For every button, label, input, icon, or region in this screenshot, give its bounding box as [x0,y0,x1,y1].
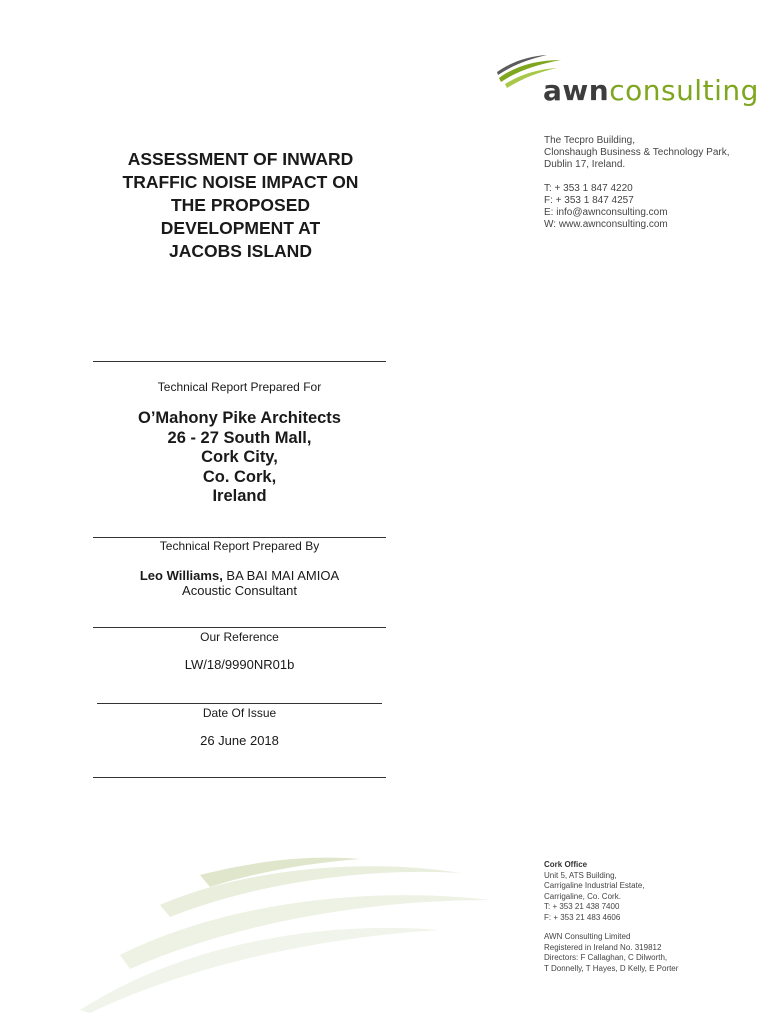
logo-prefix: awn [543,74,610,107]
client-address [93,409,386,507]
title-line: JACOBS ISLAND [169,241,312,261]
logo-suffix: consulting [609,74,759,107]
cork-office-line: Carrigaline, Co. Cork. [544,891,621,901]
reference-label: Our Reference [200,630,279,644]
issue-date-label: Date Of Issue [202,706,277,720]
company-line: Directors: F Callaghan, C Dilworth, [544,953,668,962]
cork-office-heading: Cork Office [544,860,588,869]
cork-office-line: F: + 353 21 483 4606 [544,912,621,922]
prepared-by-label: Technical Report Prepared By [159,539,320,553]
address-line: Dublin 17, Ireland. [544,159,626,170]
author-block [93,568,386,598]
divider [93,537,386,538]
prepared-for-label: Technical Report Prepared For [157,380,322,394]
company-line: AWN Consulting Limited [544,932,631,941]
client-line: Co. Cork, [202,467,277,486]
company-line: Registered in Ireland No. 319812 [544,942,662,952]
address-line: Clonshaugh Business & Technology Park, [544,147,730,158]
issue-date-value: 26 June 2018 [200,733,279,748]
report-title [88,148,393,263]
author-qualifications: BA BAI MAI AMIOA [222,568,340,583]
client-line: Cork City, [201,448,278,466]
cork-office-block [544,860,645,923]
company-registration-block [544,932,678,974]
reference-value: LW/18/9990NR01b [184,657,295,672]
header-address [544,135,764,171]
author-name: Leo Williams, [139,568,223,583]
client-line: 26 - 27 South Mall, [167,428,312,447]
phone-line: T: + 353 1 847 4220 [544,183,633,194]
cork-office-line: Carrigaline Industrial Estate, [544,881,645,890]
title-line: TRAFFIC NOISE IMPACT ON [122,172,359,192]
divider [93,361,386,362]
title-line: DEVELOPMENT AT [160,218,321,238]
company-logo [543,74,759,107]
author-role: Acoustic Consultant [182,583,297,598]
address-line: The Tecpro Building, [544,135,635,146]
divider [97,703,382,704]
fax-line: F: + 353 1 847 4257 [544,195,634,206]
decorative-swoosh-icon [60,845,500,1015]
divider [93,627,386,628]
cork-office-line: Unit 5, ATS Building, [544,870,617,880]
client-line: Ireland [212,487,267,505]
cork-office-line: T: + 353 21 438 7400 [544,902,620,911]
company-line: T Donnelly, T Hayes, D Kelly, E Porter [544,963,679,973]
website-line: W: www.awnconsulting.com [544,219,668,230]
client-line: O’Mahony Pike Architects [138,409,341,427]
email-line: E: info@awnconsulting.com [544,207,668,218]
title-line: ASSESSMENT OF INWARD [127,149,354,169]
divider [93,777,386,778]
header-contact [544,183,764,231]
title-line: THE PROPOSED [170,195,311,215]
